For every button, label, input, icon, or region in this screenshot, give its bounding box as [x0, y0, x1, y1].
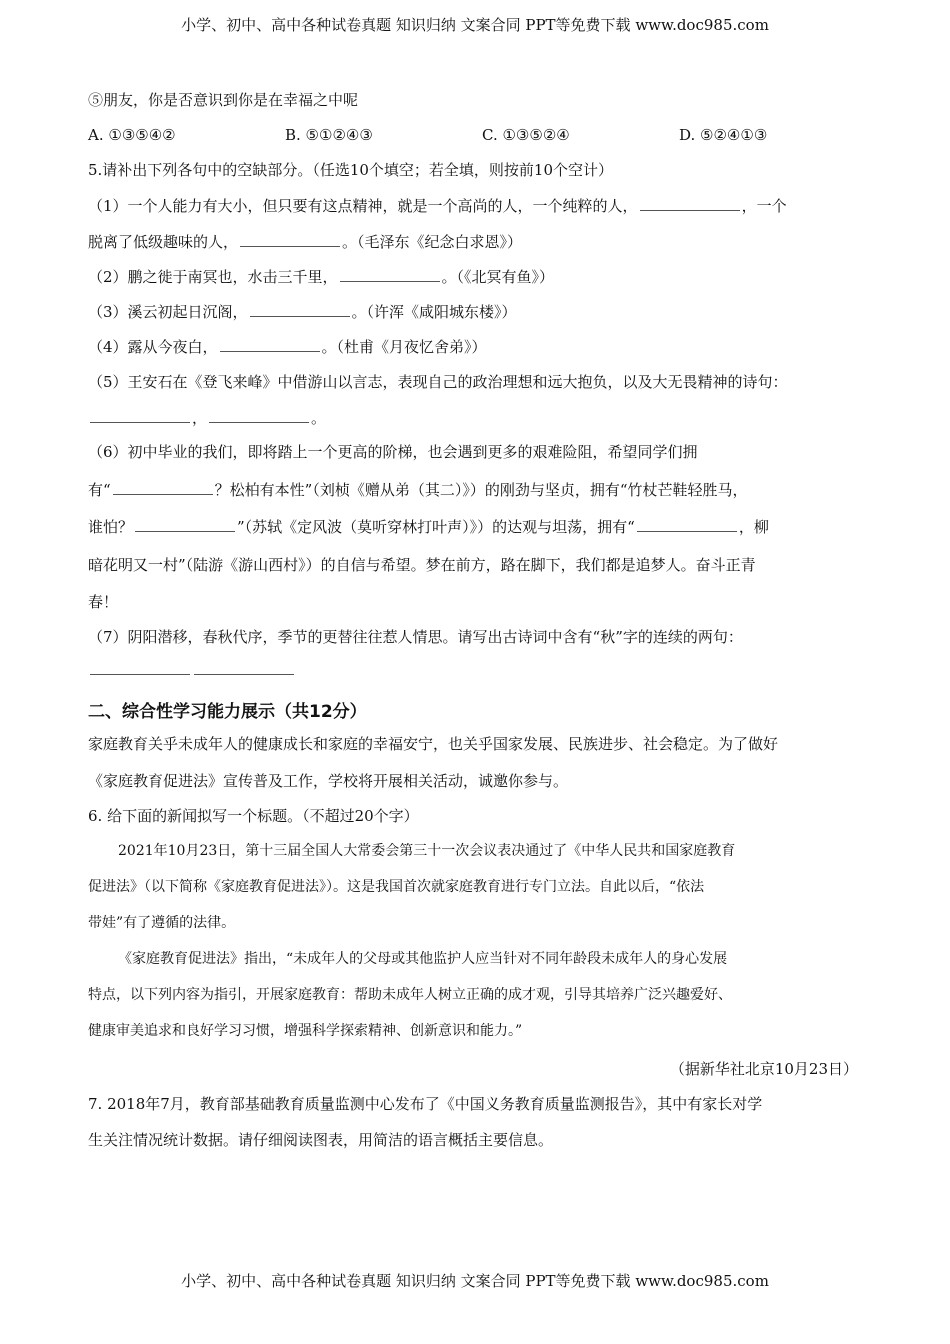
q5-s6-line5: 春！ [88, 593, 119, 611]
news-p1-line2: 促进法》（以下简称《家庭教育促进法》）。这是我国首次就家庭教育进行专门立法。自此以后，“依法 [88, 879, 705, 895]
answer-blank[interactable] [194, 660, 294, 675]
q5-s1-line2: 脱离了低级趣味的人， 。（毛泽东《纪念白求恩》） [88, 233, 523, 251]
q6-stem: 6. 给下面的新闻拟写一个标题。（不超过20个字） [88, 807, 419, 825]
q5-s6-line1: （6）初中毕业的我们，即将踏上一个更高的阶梯，也会遇到更多的艰难险阻，希望同学们拥 [88, 443, 698, 461]
q5-s5-line2: ， 。 [88, 408, 326, 428]
q5-s2: （2）鹏之徙于南冥也，水击三千里， 。（《北冥有鱼》） [88, 268, 555, 286]
option-c: C. ①③⑤②④ [482, 126, 570, 144]
news-p2-line3: 健康审美追求和良好学习习惯，增强科学探索精神、创新意识和能力。” [88, 1023, 523, 1039]
option-d: D. ⑤②④①③ [679, 126, 768, 144]
q5-s3: （3）溪云初起日沉阁， 。（许浑《咸阳城东楼》） [88, 303, 517, 321]
page-header: 小学、初中、高中各种试卷真题 知识归纳 文案合同 PPT等免费下载 www.doc985.com [181, 16, 769, 34]
section-2-intro-line1: 家庭教育关乎未成年人的健康成长和家庭的幸福安宁，也关乎国家发展、民族进步、社会稳定。为了做好 [88, 735, 779, 753]
answer-blank[interactable] [637, 517, 737, 532]
q5-stem: 5.请补出下列各句中的空缺部分。（任选10个填空；若全填，则按前10个空计） [88, 161, 613, 179]
answer-blank[interactable] [209, 408, 309, 423]
q5-s7-blanks [88, 660, 296, 680]
answer-blank[interactable] [220, 337, 320, 352]
news-source: （据新华社北京10月23日） [669, 1060, 858, 1078]
q5-s5-line1: （5）王安石在《登飞来峰》中借游山以言志，表现自己的政治理想和远大抱负，以及大无畏精神的诗句： [88, 373, 788, 391]
q5-s4: （4）露从今夜白， 。（杜甫《月夜忆舍弟》） [88, 338, 487, 356]
answer-blank[interactable] [90, 660, 190, 675]
answer-blank[interactable] [250, 302, 350, 317]
answer-blank[interactable] [240, 232, 340, 247]
q5-s6-line3: 谁怕？ ”（苏轼《定风波（莫听穿林打叶声）》）的达观与坦荡，拥有“ ，柳 [88, 518, 769, 536]
q4-options [88, 125, 876, 145]
q5-s7: （7）阴阳潜移，春秋代序，季节的更替往往惹人情思。请写出古诗词中含有“秋”字的连续的两句： [88, 628, 743, 646]
q5-s6-line2: 有“ ？松柏有本性”（刘桢《赠从弟（其二）》）的刚劲与坚贞，拥有“竹杖芒鞋轻胜马， [88, 481, 748, 499]
option-b: B. ⑤①②④③ [285, 126, 373, 144]
news-p2-line2: 特点，以下列内容为指引，开展家庭教育：帮助未成年人树立正确的成才观，引导其培养广泛兴趣爱好、 [88, 987, 732, 1003]
q4-item5: ⑤朋友，你是否意识到你是在幸福之中呢 [88, 91, 359, 109]
answer-blank[interactable] [135, 517, 235, 532]
answer-blank[interactable] [640, 196, 740, 211]
q7-line1: 7. 2018年7月，教育部基础教育质量监测中心发布了《中国义务教育质量监测报告》，其中有家长对学 [88, 1095, 763, 1113]
answer-blank[interactable] [340, 267, 440, 282]
page-footer: 小学、初中、高中各种试卷真题 知识归纳 文案合同 PPT等免费下载 www.doc985.com [181, 1272, 769, 1290]
answer-blank[interactable] [113, 480, 213, 495]
section-2-title: 二、综合性学习能力展示（共12分） [88, 702, 367, 722]
q5-s6-line4: 暗花明又一村”（陆游《游山西村》）的自信与希望。梦在前方，路在脚下，我们都是追梦人。奋斗正青 [88, 556, 756, 574]
news-p1-line1: 2021年10月23日，第十三届全国人大常委会第三十一次会议表决通过了《中华人民共和国家庭教育 [118, 843, 736, 859]
news-p1-line3: 带娃”有了遵循的法律。 [88, 915, 236, 931]
answer-blank[interactable] [90, 408, 190, 423]
q5-s1-line1: （1）一个人能力有大小，但只要有这点精神，就是一个高尚的人，一个纯粹的人， ，一个 [88, 197, 787, 215]
q7-line2: 生关注情况统计数据。请仔细阅读图表，用简洁的语言概括主要信息。 [88, 1131, 554, 1149]
news-p2-line1: 《家庭教育促进法》指出，“未成年人的父母或其他监护人应当针对不同年龄段未成年人的身心发展 [118, 951, 728, 967]
option-a: A. ①③⑤④② [88, 126, 176, 144]
section-2-intro-line2: 《家庭教育促进法》宣传普及工作，学校将开展相关活动，诚邀你参与。 [88, 772, 569, 790]
